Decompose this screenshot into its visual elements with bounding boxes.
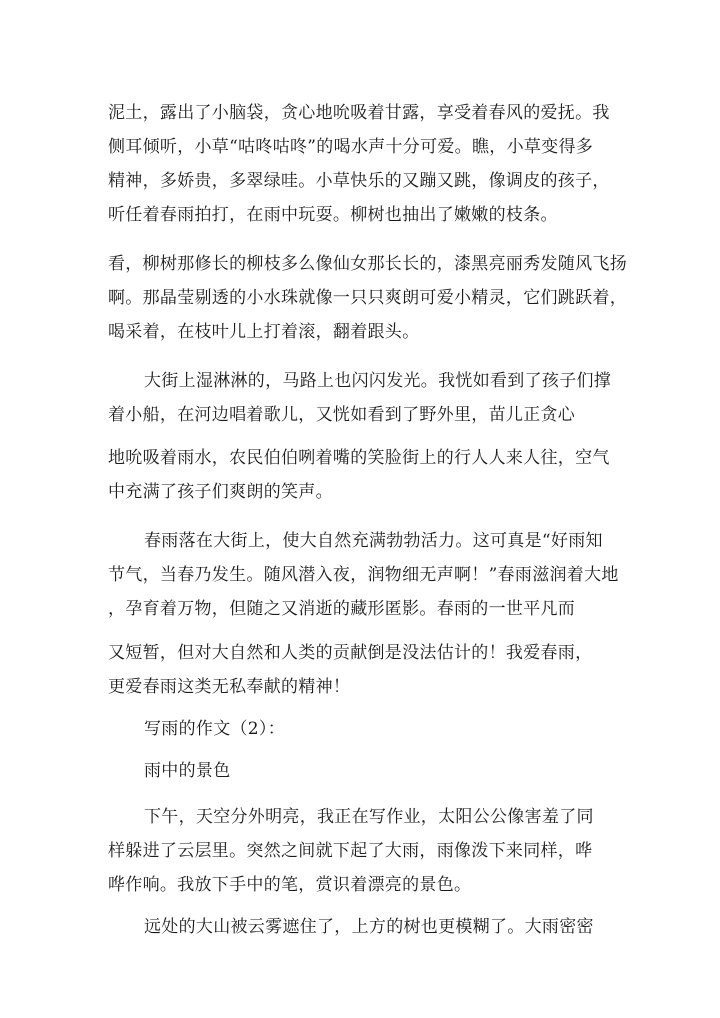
essay-title: 雨中的景色 bbox=[144, 761, 231, 781]
text-line: 远处的大山被云雾遮住了，上方的树也更模糊了。大雨密密 bbox=[144, 917, 594, 937]
text-line: 喝采着，在枝叶儿上打着滚，翻着跟头。 bbox=[108, 322, 420, 342]
text-line: 看，柳树那修长的柳枝多么像仙女那长长的，漆黑亮丽秀发随风飞扬 bbox=[108, 254, 627, 274]
section-heading: 写雨的作文（2）： bbox=[144, 719, 286, 739]
text-line: 啊。那晶莹剔透的小水珠就像一只只爽朗可爱小精灵，它们跳跃着， bbox=[108, 288, 627, 308]
text-line: 听任着春雨拍打，在雨中玩耍。柳树也抽出了嫩嫩的枝条。 bbox=[108, 205, 558, 225]
text-line: 泥土，露出了小脑袋，贪心地吮吸着甘露，享受着春风的爱抚。我 bbox=[108, 103, 610, 123]
text-line: 精神，多娇贵，多翠绿哇。小草快乐的又蹦又跳，像调皮的孩子， bbox=[108, 171, 610, 191]
text-line: 哗作响。我放下手中的笔，赏识着漂亮的景色。 bbox=[108, 875, 472, 895]
text-line: 中充满了孩子们爽朗的笑声。 bbox=[108, 482, 333, 502]
text-line: 节气，当春乃发生。随风潜入夜，润物细无声啊！”春雨滋润着大地 bbox=[108, 565, 619, 585]
text-line: 大街上湿淋淋的，马路上也闪闪发光。我恍如看到了孩子们撑 bbox=[144, 371, 612, 391]
text-line: 着小船，在河边唱着歌儿，又恍如看到了野外里，苗儿正贪心 bbox=[108, 405, 576, 425]
text-line: 又短暂，但对大自然和人类的贡献倒是没法估计的！我爱春雨， bbox=[108, 643, 593, 663]
text-line: 更爱春雨这类无私奉献的精神！ bbox=[108, 677, 351, 697]
text-line: ，孕育着万物，但随之又消逝的藏形匿影。春雨的一世平凡而 bbox=[108, 599, 576, 619]
text-line: 样躲进了云层里。突然之间就下起了大雨，雨像泼下来同样，哗 bbox=[108, 841, 593, 861]
text-line: 地吮吸着雨水，农民伯伯咧着嘴的笑脸街上的行人人来人往，空气 bbox=[108, 448, 610, 468]
text-line: 下午，天空分外明亮，我正在写作业，太阳公公像害羞了同 bbox=[144, 807, 594, 827]
text-line: 春雨落在大街上，使大自然充满勃勃活力。这可真是“好雨知 bbox=[144, 531, 603, 551]
text-line: 侧耳倾听，小草“咕咚咕咚”的喝水声十分可爱。瞧，小草变得多 bbox=[108, 137, 594, 157]
